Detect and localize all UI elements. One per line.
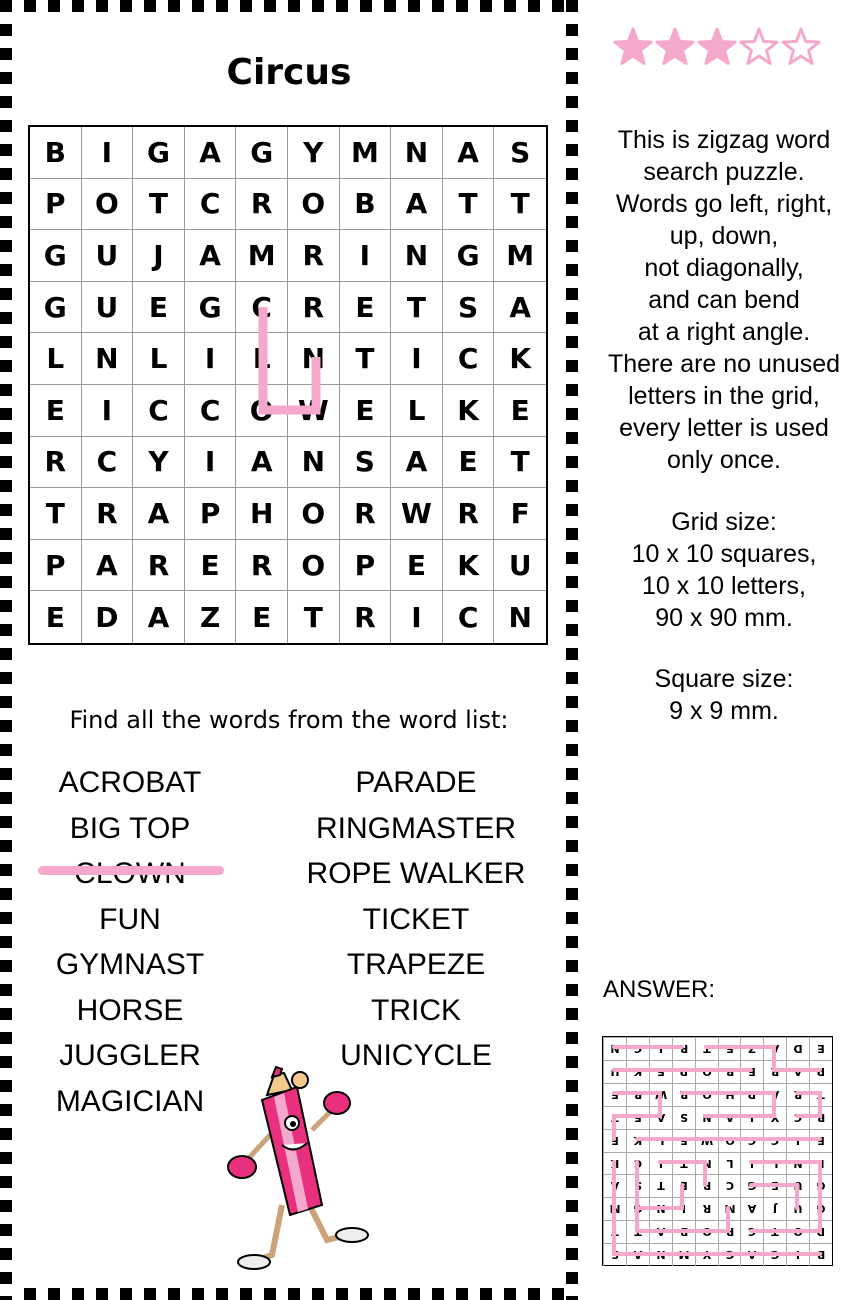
grid-cell[interactable]: R <box>288 230 340 282</box>
answer-grid-cell: N <box>649 1197 672 1220</box>
pencil-mascot <box>212 1055 372 1280</box>
rating-stars <box>612 26 822 68</box>
grid-cell[interactable]: E <box>340 282 392 334</box>
info-line: Words go left, right, <box>615 190 833 218</box>
grid-cell[interactable]: F <box>494 488 546 540</box>
grid-cell[interactable]: E <box>133 282 185 334</box>
grid-cell[interactable]: W <box>391 488 443 540</box>
word-list-item: RINGMASTER <box>315 811 516 845</box>
grid-cell[interactable]: T <box>494 179 546 231</box>
grid-size-info <box>590 506 858 634</box>
answer-grid-cell: L <box>809 1152 832 1175</box>
answer-grid-cell: F <box>603 1083 626 1106</box>
answer-grid-cell: A <box>740 1243 763 1266</box>
grid-cell[interactable]: E <box>340 385 392 437</box>
grid-cell[interactable]: L <box>236 333 288 385</box>
answer-grid-cell: C <box>763 1129 786 1152</box>
grid-cell[interactable]: I <box>185 333 237 385</box>
answer-grid-cell: T <box>809 1083 832 1106</box>
grid-cell[interactable]: K <box>443 540 495 592</box>
answer-mini-grid <box>602 1036 833 1266</box>
answer-grid-cell: L <box>763 1152 786 1175</box>
answer-grid-cell: E <box>672 1174 695 1197</box>
answer-grid-cell: U <box>786 1174 809 1197</box>
answer-grid-cell: G <box>626 1197 649 1220</box>
answer-grid-cell: T <box>695 1037 718 1060</box>
grid-cell[interactable]: U <box>494 540 546 592</box>
letter-grid[interactable] <box>28 125 548 645</box>
grid-cell[interactable]: N <box>508 600 532 634</box>
answer-grid-cell: C <box>626 1037 649 1060</box>
answer-grid-cell: C <box>786 1106 809 1129</box>
grid-cell[interactable]: L <box>30 333 82 385</box>
answer-grid-cell: K <box>626 1060 649 1083</box>
answer-grid-cell: J <box>763 1197 786 1220</box>
checkered-border-bottom <box>0 1288 578 1300</box>
answer-grid-cell: A <box>718 1106 741 1129</box>
grid-cell[interactable]: A <box>494 282 546 334</box>
grid-cell[interactable]: O <box>288 540 340 592</box>
grid-cell[interactable]: I <box>82 385 134 437</box>
answer-grid-cell: U <box>786 1197 809 1220</box>
info-line: 10 x 10 squares, <box>631 540 817 568</box>
word-list-item: TICKET <box>362 902 470 936</box>
info-line: every letter is used <box>619 414 829 442</box>
grid-cell[interactable]: R <box>82 488 134 540</box>
answer-grid-cell: E <box>718 1037 741 1060</box>
answer-grid-cell: R <box>809 1106 832 1129</box>
star-filled-icon <box>615 29 651 63</box>
checkered-border-right <box>566 0 578 1300</box>
answer-grid-cell: R <box>786 1083 809 1106</box>
word-list-item: MAGICIAN <box>55 1084 205 1118</box>
answer-grid-cell: A <box>786 1060 809 1083</box>
grid-cell[interactable]: E <box>30 385 82 437</box>
grid-cell[interactable]: L <box>133 333 185 385</box>
word-list-heading: Find all the words from the word list: <box>69 706 509 734</box>
answer-grid-cell: G <box>809 1197 832 1220</box>
grid-cell[interactable]: S <box>443 282 495 334</box>
grid-cell[interactable]: C <box>443 591 495 643</box>
grid-cell[interactable]: I <box>391 333 443 385</box>
grid-cell[interactable]: A <box>82 540 134 592</box>
answer-grid-cell: I <box>740 1152 763 1175</box>
grid-cell[interactable]: T <box>288 591 340 643</box>
grid-cell[interactable]: M <box>236 230 288 282</box>
answer-grid-cell: W <box>649 1083 672 1106</box>
answer-grid-cell: Z <box>740 1037 763 1060</box>
info-line: Square size: <box>654 665 794 693</box>
grid-cell[interactable]: O <box>82 179 134 231</box>
grid-cell[interactable]: A <box>236 437 288 489</box>
grid-cell[interactable]: A <box>391 437 443 489</box>
answer-grid-cell: T <box>626 1220 649 1243</box>
grid-cell[interactable]: A <box>133 488 185 540</box>
info-line: letters in the grid, <box>628 382 820 410</box>
grid-cell[interactable]: E <box>236 591 288 643</box>
answer-grid-cell: K <box>626 1129 649 1152</box>
grid-cell[interactable]: T <box>30 488 82 540</box>
grid-cell[interactable]: K <box>443 385 495 437</box>
answer-grid-cell: A <box>763 1037 786 1060</box>
answer-grid-cell: O <box>786 1220 809 1243</box>
grid-cell[interactable]: Z <box>185 591 237 643</box>
answer-grid-cell: C <box>740 1129 763 1152</box>
grid-cell[interactable]: N <box>82 333 134 385</box>
answer-grid-cell: O <box>695 1083 718 1106</box>
answer-grid-cell: R <box>718 1220 741 1243</box>
answer-grid-cell: B <box>809 1243 832 1266</box>
grid-cell[interactable]: A <box>133 591 185 643</box>
grid-cell[interactable]: E <box>494 385 546 437</box>
grid-cell[interactable]: P <box>340 540 392 592</box>
answer-grid-cell: T <box>649 1174 672 1197</box>
checkered-border-top <box>0 0 578 12</box>
info-line: 10 x 10 letters, <box>642 572 806 600</box>
star-empty-icon <box>741 29 777 63</box>
answer-grid-cell: E <box>763 1174 786 1197</box>
answer-grid-cell: O <box>695 1060 718 1083</box>
answer-grid-cell: R <box>626 1083 649 1106</box>
answer-grid-cell: E <box>740 1060 763 1083</box>
grid-cell[interactable]: Y <box>133 437 185 489</box>
answer-grid-cell: P <box>809 1060 832 1083</box>
answer-grid-cell: A <box>649 1220 672 1243</box>
answer-grid-cell: G <box>718 1243 741 1266</box>
answer-grid-cell: G <box>740 1174 763 1197</box>
word-list-item: GYMNAST <box>55 948 205 981</box>
grid-cell[interactable]: U <box>82 282 134 334</box>
answer-grid-cell: B <box>672 1220 695 1243</box>
grid-cell[interactable]: R <box>30 437 82 489</box>
grid-cell[interactable]: R <box>236 179 288 231</box>
word-list-item: ROPE WALKER <box>306 857 526 890</box>
grid-cell[interactable]: R <box>443 488 495 540</box>
grid-cell[interactable]: U <box>82 230 134 282</box>
answer-label: ANSWER: <box>603 976 716 1003</box>
answer-grid-cell: A <box>603 1174 626 1197</box>
grid-cell[interactable]: T <box>391 282 443 334</box>
grid-cell[interactable]: O <box>288 179 340 231</box>
grid-cell[interactable]: P <box>30 179 82 231</box>
info-line: 90 x 90 mm. <box>655 604 793 632</box>
answer-grid-cell: G <box>763 1243 786 1266</box>
answer-grid-cell: R <box>763 1060 786 1083</box>
answer-grid-cell: A <box>626 1243 649 1266</box>
answer-grid-cell: I <box>649 1037 672 1060</box>
star-filled-icon <box>699 29 735 63</box>
clown-strike-through <box>38 866 224 875</box>
grid-cell[interactable]: A <box>391 179 443 231</box>
grid-cell[interactable]: T <box>443 179 495 231</box>
grid-cell[interactable]: C <box>185 385 237 437</box>
grid-cell[interactable]: M <box>494 230 546 282</box>
answer-grid-cell: P <box>672 1060 695 1083</box>
answer-grid-cell: E <box>809 1037 832 1060</box>
grid-cell[interactable]: G <box>236 127 288 179</box>
star-empty-icon <box>783 29 819 63</box>
info-line: 9 x 9 mm. <box>669 697 779 725</box>
grid-cell[interactable]: R <box>340 591 392 643</box>
grid-cell[interactable]: R <box>133 540 185 592</box>
grid-cell[interactable]: M <box>340 127 392 179</box>
grid-cell[interactable]: O <box>236 385 288 437</box>
answer-grid-cell: R <box>718 1060 741 1083</box>
answer-grid-cell: R <box>672 1037 695 1060</box>
grid-cell[interactable]: B <box>340 179 392 231</box>
grid-cell[interactable]: B <box>30 127 82 179</box>
grid-cell[interactable]: O <box>288 488 340 540</box>
answer-grid-cell: I <box>786 1129 809 1152</box>
answer-grid-cell: Y <box>695 1243 718 1266</box>
info-line: This is zigzag word <box>617 126 831 154</box>
grid-cell[interactable]: R <box>340 488 392 540</box>
grid-cell[interactable]: R <box>236 540 288 592</box>
grid-cell[interactable]: W <box>288 385 340 437</box>
square-size-info <box>590 663 858 727</box>
grid-cell[interactable]: G <box>133 127 185 179</box>
grid-cell[interactable]: G <box>30 230 82 282</box>
answer-grid-cell: S <box>672 1106 695 1129</box>
answer-grid-cell: I <box>672 1197 695 1220</box>
answer-grid-cell: E <box>626 1106 649 1129</box>
grid-cell[interactable]: S <box>494 127 546 179</box>
grid-cell[interactable]: I <box>391 591 443 643</box>
grid-cell[interactable]: S <box>340 437 392 489</box>
answer-grid-cell: R <box>672 1083 695 1106</box>
answer-grid-cell: I <box>740 1106 763 1129</box>
answer-grid-cell: C <box>626 1152 649 1175</box>
info-line: at a right angle. <box>637 318 811 346</box>
word-list-item: TRICK <box>371 993 461 1027</box>
answer-grid-cell: T <box>763 1220 786 1243</box>
info-line: search puzzle. <box>643 158 805 186</box>
answer-grid-cell: H <box>718 1083 741 1106</box>
answer-grid-cell: E <box>603 1129 626 1152</box>
word-list-item: BIG TOP <box>69 811 191 845</box>
answer-grid-cell: O <box>718 1129 741 1152</box>
word-list-item: UNICYCLE <box>340 1039 492 1072</box>
puzzle-title: Circus <box>226 52 352 93</box>
grid-cell[interactable]: D <box>82 591 134 643</box>
answer-grid-cell: R <box>695 1197 718 1220</box>
grid-cell[interactable]: C <box>133 385 185 437</box>
grid-cell[interactable]: I <box>82 127 134 179</box>
grid-cell[interactable]: P <box>30 540 82 592</box>
grid-cell[interactable]: N <box>288 333 340 385</box>
answer-grid-cell: N <box>695 1152 718 1175</box>
grid-cell[interactable]: G <box>30 282 82 334</box>
checkered-border-left <box>0 0 12 1300</box>
grid-cell[interactable]: I <box>185 437 237 489</box>
answer-grid-cell: O <box>695 1220 718 1243</box>
grid-cell[interactable]: K <box>494 333 546 385</box>
answer-grid-cell: T <box>672 1152 695 1175</box>
answer-grid-cell: L <box>718 1152 741 1175</box>
answer-grid-cell: P <box>740 1083 763 1106</box>
answer-grid-cell: N <box>603 1037 626 1060</box>
grid-cell[interactable]: T <box>133 179 185 231</box>
answer-grid-cell: P <box>809 1220 832 1243</box>
info-line: up, down, <box>669 222 779 250</box>
grid-cell[interactable]: L <box>391 385 443 437</box>
description <box>590 124 858 476</box>
answer-grid-cell: C <box>718 1174 741 1197</box>
grid-cell[interactable]: A <box>185 127 237 179</box>
word-list-item: ACROBAT <box>58 766 202 799</box>
answer-grid-cell: I <box>649 1152 672 1175</box>
grid-cell[interactable]: T <box>494 437 546 489</box>
answer-grid-cell: M <box>672 1243 695 1266</box>
word-list-item: PARADE <box>355 766 477 799</box>
grid-cell[interactable]: H <box>236 488 288 540</box>
info-line: There are no unused <box>607 350 841 378</box>
grid-cell[interactable]: N <box>391 230 443 282</box>
grid-cell[interactable]: I <box>340 230 392 282</box>
answer-grid-cell: R <box>695 1174 718 1197</box>
grid-cell[interactable]: P <box>185 488 237 540</box>
answer-grid-cell: G <box>809 1174 832 1197</box>
grid-cell[interactable]: A <box>185 230 237 282</box>
grid-cell[interactable]: E <box>391 540 443 592</box>
grid-cell[interactable]: N <box>391 127 443 179</box>
info-line: not diagonally, <box>644 254 804 282</box>
answer-grid-cell: A <box>740 1197 763 1220</box>
word-list-item: JUGGLER <box>59 1039 201 1072</box>
grid-cell[interactable]: C <box>443 333 495 385</box>
info-line: only once. <box>667 446 781 474</box>
info-line: and can bend <box>648 286 800 314</box>
word-list-item: FUN <box>99 902 161 936</box>
answer-grid-cell: C <box>740 1220 763 1243</box>
answer-grid-cell: E <box>809 1129 832 1152</box>
grid-cell[interactable]: C <box>82 437 134 489</box>
grid-cell[interactable]: T <box>340 333 392 385</box>
grid-cell[interactable]: J <box>133 230 185 282</box>
answer-grid-cell: S <box>603 1243 626 1266</box>
answer-grid-cell: W <box>695 1129 718 1152</box>
answer-grid-cell: L <box>649 1129 672 1152</box>
grid-cell[interactable]: N <box>288 437 340 489</box>
grid-cell[interactable]: C <box>236 282 288 334</box>
grid-cell[interactable]: Y <box>288 127 340 179</box>
star-filled-icon <box>657 29 693 63</box>
answer-grid-cell: U <box>603 1060 626 1083</box>
answer-grid-cell: N <box>695 1106 718 1129</box>
grid-cell[interactable]: G <box>443 230 495 282</box>
answer-grid-cell: E <box>649 1060 672 1083</box>
answer-grid-cell: M <box>718 1197 741 1220</box>
answer-grid-cell: N <box>649 1243 672 1266</box>
grid-cell[interactable]: E <box>30 591 82 643</box>
answer-grid-cell: I <box>786 1243 809 1266</box>
answer-grid-cell: A <box>763 1083 786 1106</box>
answer-grid-cell: Y <box>763 1106 786 1129</box>
grid-cell[interactable]: G <box>185 282 237 334</box>
info-line: Grid size: <box>671 508 777 536</box>
grid-cell[interactable]: E <box>443 437 495 489</box>
grid-cell[interactable]: E <box>185 540 237 592</box>
grid-cell[interactable]: C <box>185 179 237 231</box>
word-list-item: HORSE <box>76 993 184 1027</box>
answer-grid-cell: E <box>672 1129 695 1152</box>
answer-grid-cell: A <box>649 1106 672 1129</box>
answer-grid-cell: T <box>603 1106 626 1129</box>
grid-cell[interactable]: R <box>288 282 340 334</box>
answer-grid-cell: T <box>603 1220 626 1243</box>
word-list-item: TRAPEZE <box>346 948 486 981</box>
answer-grid-cell: N <box>786 1152 809 1175</box>
answer-grid-cell: K <box>603 1152 626 1175</box>
grid-cell[interactable]: A <box>443 127 495 179</box>
answer-grid-cell: D <box>786 1037 809 1060</box>
answer-grid-cell: M <box>603 1197 626 1220</box>
answer-grid-cell: S <box>626 1174 649 1197</box>
